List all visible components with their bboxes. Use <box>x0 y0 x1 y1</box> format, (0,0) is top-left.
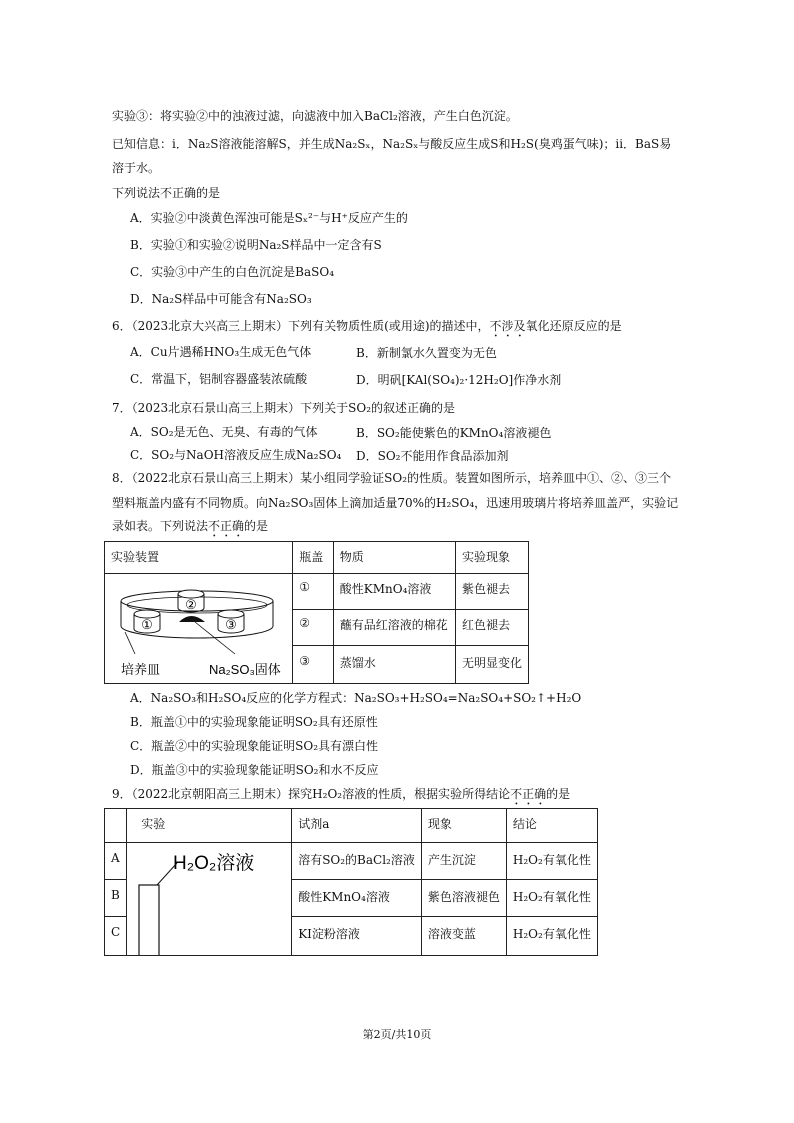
bottle-1-label: ① <box>141 618 153 633</box>
q9-row-a-conclusion: H₂O₂有氧化性 <box>506 843 597 880</box>
q8-substance-2: 蘸有品红溶液的棉花 <box>333 610 455 646</box>
q8-stem-line3: 录如表。下列说法不正确的是 <box>112 519 269 533</box>
q9-row-c-reagent: KI淀粉溶液 <box>292 916 422 955</box>
test-tube <box>139 885 159 955</box>
q6-option-b: B．新制氯水久置变为无色 <box>356 346 497 360</box>
dish-label: 培养皿 <box>121 662 161 677</box>
test-tube-diagram <box>127 843 291 955</box>
q6-stem: 6．（2023北京大兴高三上期末）下列有关物质性质(或用途)的描述中，不涉及氧化还原反应的是 <box>112 319 622 333</box>
q8-stem-line2: 塑料瓶盖内盛有不同物质。向Na₂SO₃固体上滴加适量70%的H₂SO₄，迅速用玻璃片将培养皿盖严，实验记 <box>112 496 679 510</box>
q8-option-c: C．瓶盖②中的实验现象能证明SO₂具有漂白性 <box>130 739 379 753</box>
q8-substance-3: 蒸馏水 <box>333 646 455 684</box>
q6-option-a: A．Cu片遇稀HNO₃生成无色气体 <box>130 345 312 359</box>
q8-cap-2: ② <box>293 610 334 646</box>
petri-dish-diagram <box>105 574 291 682</box>
q8-phenomenon-3: 无明显变化 <box>455 646 528 684</box>
q7-option-b: B．SO₂能使紫色的KMnO₄溶液褪色 <box>356 426 552 440</box>
q9-table <box>104 808 598 956</box>
q8-header-substance: 物质 <box>333 542 455 574</box>
q8-phenomenon-2: 红色褪去 <box>455 610 528 646</box>
q5-stem: 下列说法不正确的是 <box>112 186 221 200</box>
bottle-3-label: ③ <box>225 618 237 633</box>
q8-stem-emphasis: 不正确 <box>208 519 245 533</box>
q8-header-apparatus: 实验装置 <box>105 542 293 574</box>
q9-row-b-reagent: 酸性KMnO₄溶液 <box>292 879 422 916</box>
q7-option-c: C．SO₂与NaOH溶液反应生成Na₂SO₄ <box>130 448 342 462</box>
q8-phenomenon-1: 紫色褪去 <box>455 574 528 610</box>
q9-row-c-phenomenon: 溶液变蓝 <box>421 916 506 955</box>
q8-substance-1: 酸性KMnO₄溶液 <box>333 574 455 610</box>
q9-row-c-conclusion: H₂O₂有氧化性 <box>506 916 597 955</box>
q8-apparatus-cell <box>105 574 293 684</box>
q8-cap-1: ① <box>293 574 334 610</box>
page-footer: 第2页/共10页 <box>362 1028 432 1041</box>
q7-stem: 7．（2023北京石景山高三上期末）下列关于SO₂的叙述正确的是 <box>112 401 456 415</box>
bottle-2-label: ② <box>185 598 197 613</box>
q9-row-a-phenomenon: 产生沉淀 <box>421 843 506 880</box>
q9-header-phenomenon: 现象 <box>421 809 506 843</box>
q9-row-c-label: C <box>105 916 127 955</box>
q9-header-conclusion: 结论 <box>506 809 597 843</box>
q9-row-a-reagent: 溶有SO₂的BaCl₂溶液 <box>292 843 422 880</box>
q5-known-info-line2: 溶于水。 <box>112 161 161 175</box>
solid-label: Na₂SO₃固体 <box>209 662 281 677</box>
q5-option-d: D．Na₂S样品中可能含有Na₂SO₃ <box>130 292 312 306</box>
q6-option-d: D．明矾[KAl(SO₄)₂·12H₂O]作净水剂 <box>356 373 562 387</box>
q7-option-a: A．SO₂是无色、无臭、有毒的气体 <box>130 425 318 439</box>
q9-row-b-phenomenon: 紫色溶液褪色 <box>421 879 506 916</box>
q9-experiment-cell <box>127 843 292 956</box>
q9-header-reagent: 试剂a <box>292 809 422 843</box>
q8-option-b: B．瓶盖①中的实验现象能证明SO₂具有还原性 <box>130 715 378 729</box>
q6-stem-emphasis: 不涉及 <box>489 319 526 333</box>
q5-known-info-line1: 已知信息：i．Na₂S溶液能溶解S，并生成Na₂Sₓ，Na₂Sₓ与酸反应生成S和H₂S(臭鸡蛋气味)；ii．BaS易 <box>112 137 672 151</box>
q8-cap-3: ③ <box>293 646 334 684</box>
q5-option-b: B．实验①和实验②说明Na₂S样品中一定含有S <box>130 238 382 252</box>
q9-stem: 9．（2022北京朝阳高三上期末）探究H₂O₂溶液的性质，根据实验所得结论不正确的是 <box>112 787 571 801</box>
solid-pile <box>179 616 205 622</box>
q5-option-c: C．实验③中产生的白色沉淀是BaSO₄ <box>130 265 335 279</box>
q8-option-d: D．瓶盖③中的实验现象能证明SO₂和水不反应 <box>130 763 379 777</box>
q9-row-b-conclusion: H₂O₂有氧化性 <box>506 879 597 916</box>
q5-option-a: A．实验②中淡黄色浑浊可能是Sₓ²⁻与H⁺反应产生的 <box>130 211 408 225</box>
q9-header-blank <box>105 809 127 843</box>
q9-row-a-label: A <box>105 843 127 880</box>
q6-option-c: C．常温下，铝制容器盛装浓硫酸 <box>130 372 308 386</box>
h2o2-label: H₂O₂溶液 <box>173 853 255 874</box>
q7-option-d: D．SO₂不能用作食品添加剂 <box>356 449 509 463</box>
q9-header-experiment: 实验 <box>127 809 292 843</box>
q8-option-a: A．Na₂SO₃和H₂SO₄反应的化学方程式：Na₂SO₃+H₂SO₄=Na₂SO₄+SO₂↑+H₂O <box>130 691 582 705</box>
q8-header-phenomenon: 实验现象 <box>455 542 528 574</box>
q9-stem-emphasis: 不正确 <box>510 787 547 801</box>
q8-header-cap: 瓶盖 <box>293 542 334 574</box>
q8-stem-line1: 8．（2022北京石景山高三上期末）某小组同学验证SO₂的性质。装置如图所示，培养皿中①、②、③三个 <box>112 471 672 485</box>
q5-exp3: 实验③：将实验②中的浊液过滤，向滤液中加入BaCl₂溶液，产生白色沉淀。 <box>112 109 518 123</box>
q9-row-b-label: B <box>105 879 127 916</box>
q8-table <box>104 541 529 684</box>
